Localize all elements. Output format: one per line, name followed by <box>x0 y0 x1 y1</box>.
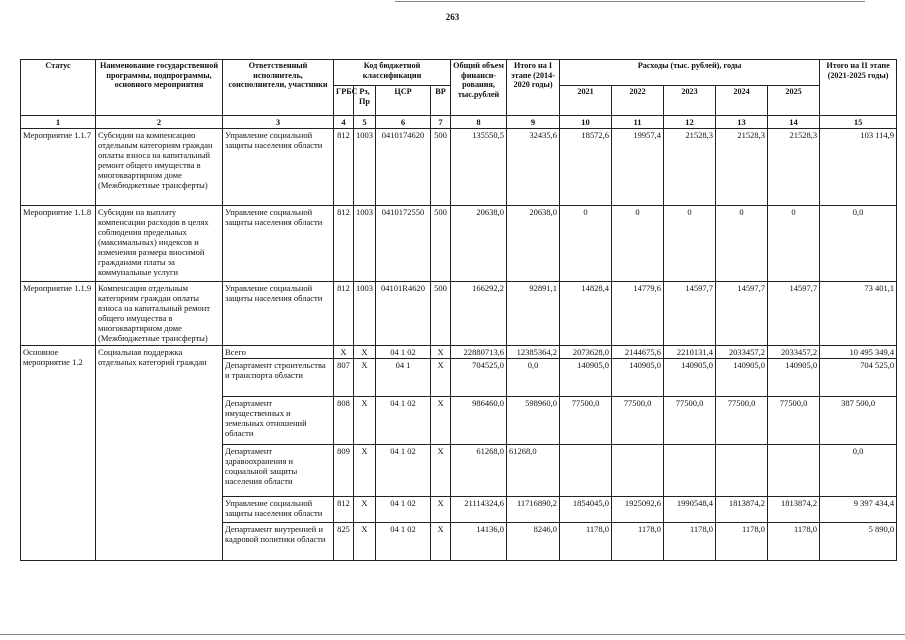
main-event-status: Основное мероприятие 1.2 <box>21 346 96 561</box>
row-executor: Департамент строительства и транспорта области <box>223 359 334 397</box>
table-row <box>21 206 897 282</box>
row-grbs: 809 <box>334 445 354 497</box>
row-vr: 500 <box>431 129 451 206</box>
header-year-2023: 2023 <box>664 86 716 116</box>
row-y2024: 140905,0 <box>716 359 768 397</box>
col-number: 2 <box>96 116 223 129</box>
row-stage1: 8246,0 <box>507 523 560 561</box>
row-grbs: 812 <box>334 206 354 282</box>
row-total: 20638,0 <box>451 206 507 282</box>
row-total: 135550,5 <box>451 129 507 206</box>
row-y2024: 77500,0 <box>716 397 768 445</box>
col-number: 5 <box>354 116 376 129</box>
header-csr: ЦСР <box>376 86 431 116</box>
row-stage1: 32435,6 <box>507 129 560 206</box>
row-total: 22880713,6 <box>451 346 507 359</box>
budget-table <box>20 59 897 561</box>
row-rz: Х <box>354 523 376 561</box>
row-rz: 1003 <box>354 206 376 282</box>
col-number: 1 <box>21 116 96 129</box>
row-csr: 0410174620 <box>376 129 431 206</box>
row-status: Мероприятие 1.1.9 <box>21 282 96 346</box>
row-executor: Департамент здравоохранения и социальной защиты населения области <box>223 445 334 497</box>
row-csr: 04 1 02 <box>376 346 431 359</box>
row-y2025: 77500,0 <box>768 397 820 445</box>
row-grbs: 808 <box>334 397 354 445</box>
row-vr: Х <box>431 497 451 523</box>
row-total: 704525,0 <box>451 359 507 397</box>
row-rz: Х <box>354 497 376 523</box>
row-executor: Управление социальной защиты населения области <box>223 206 334 282</box>
row-y2023: 2210131,4 <box>664 346 716 359</box>
row-stage1: 61268,0 <box>507 445 560 497</box>
header-status: Статус <box>21 60 96 116</box>
row-grbs: 812 <box>334 497 354 523</box>
row-csr: 04 1 <box>376 359 431 397</box>
row-y2025 <box>768 445 820 497</box>
row-stage2: 0,0 <box>820 206 897 282</box>
row-y2023: 21528,3 <box>664 129 716 206</box>
row-stage1: 12385364,2 <box>507 346 560 359</box>
table-row <box>21 282 897 346</box>
row-vr: Х <box>431 346 451 359</box>
row-y2023 <box>664 445 716 497</box>
row-rz: 1003 <box>354 129 376 206</box>
row-executor: Управление социальной защиты населения области <box>223 497 334 523</box>
header-stage2: Итого на II этапе (2021-2025 годы) <box>820 60 897 116</box>
row-y2022: 0 <box>612 206 664 282</box>
row-y2024: 0 <box>716 206 768 282</box>
row-y2024: 2033457,2 <box>716 346 768 359</box>
row-stage2: 10 495 349,4 <box>820 346 897 359</box>
row-csr: 04 1 02 <box>376 497 431 523</box>
row-executor: Департамент имущественных и земельных отношений области <box>223 397 334 445</box>
row-y2024 <box>716 445 768 497</box>
row-y2025: 140905,0 <box>768 359 820 397</box>
row-y2025: 1178,0 <box>768 523 820 561</box>
header-executor: Ответственный исполнитель, соисполнители, участники <box>223 60 334 116</box>
header-total-volume: Общий объем финанси-рования, тыс.рублей <box>451 60 507 116</box>
row-y2022: 140905,0 <box>612 359 664 397</box>
row-y2021: 77500,0 <box>560 397 612 445</box>
scan-artifact-line <box>395 1 865 2</box>
row-y2021: 1178,0 <box>560 523 612 561</box>
row-y2023: 0 <box>664 206 716 282</box>
row-stage2: 387 500,0 <box>820 397 897 445</box>
row-y2025: 2033457,2 <box>768 346 820 359</box>
col-number: 13 <box>716 116 768 129</box>
col-number: 8 <box>451 116 507 129</box>
row-y2023: 1990548,4 <box>664 497 716 523</box>
row-stage1: 20638,0 <box>507 206 560 282</box>
col-number: 10 <box>560 116 612 129</box>
row-csr: 04101R4620 <box>376 282 431 346</box>
row-executor: Департамент внутренней и кадровой политики области <box>223 523 334 561</box>
row-vr: 500 <box>431 282 451 346</box>
row-grbs: 807 <box>334 359 354 397</box>
col-number: 11 <box>612 116 664 129</box>
row-status: Мероприятие 1.1.7 <box>21 129 96 206</box>
row-vr: Х <box>431 397 451 445</box>
row-stage1: 0,0 <box>507 359 560 397</box>
row-executor: Управление социальной защиты населения области <box>223 282 334 346</box>
row-y2021: 0 <box>560 206 612 282</box>
col-number: 9 <box>507 116 560 129</box>
row-total: 61268,0 <box>451 445 507 497</box>
row-stage2: 9 397 434,4 <box>820 497 897 523</box>
header-rz-pr: Рз, Пр <box>354 86 376 116</box>
row-grbs: 812 <box>334 282 354 346</box>
row-y2022: 1925092,6 <box>612 497 664 523</box>
col-number: 14 <box>768 116 820 129</box>
column-number-row <box>21 116 897 129</box>
row-total: 21114324,6 <box>451 497 507 523</box>
row-y2024: 14597,7 <box>716 282 768 346</box>
row-y2024: 21528,3 <box>716 129 768 206</box>
main-event-name: Социальная поддержка отдельных категорий граждан <box>96 346 223 561</box>
row-total: 14136,0 <box>451 523 507 561</box>
row-y2024: 1178,0 <box>716 523 768 561</box>
row-stage1: 598960,0 <box>507 397 560 445</box>
row-y2021: 14828,4 <box>560 282 612 346</box>
row-grbs: 825 <box>334 523 354 561</box>
row-rz: Х <box>354 359 376 397</box>
row-vr: Х <box>431 445 451 497</box>
header-row-1 <box>21 60 897 86</box>
header-name: Наименование государственной программы, подпрограммы, основного мероприятия <box>96 60 223 116</box>
row-stage2: 704 525,0 <box>820 359 897 397</box>
col-number: 6 <box>376 116 431 129</box>
header-year-2025: 2025 <box>768 86 820 116</box>
table-row <box>21 129 897 206</box>
col-number: 4 <box>334 116 354 129</box>
header-stage1: Итого на I этапе (2014-2020 годы) <box>507 60 560 116</box>
row-stage1: 92891,1 <box>507 282 560 346</box>
row-name: Компенсация отдельным категориям граждан оплаты взноса на капитальный ремонт общего имущества в многоквартирном доме (Межбюджетные трансферты) <box>96 282 223 346</box>
row-stage2: 73 401,1 <box>820 282 897 346</box>
col-number: 3 <box>223 116 334 129</box>
row-grbs: 812 <box>334 129 354 206</box>
row-y2023: 1178,0 <box>664 523 716 561</box>
row-vr: Х <box>431 523 451 561</box>
row-stage2: 0,0 <box>820 445 897 497</box>
scan-artifact-line <box>0 634 905 635</box>
page-number: 263 <box>445 12 460 22</box>
row-y2025: 21528,3 <box>768 129 820 206</box>
row-y2022: 1178,0 <box>612 523 664 561</box>
row-y2025: 0 <box>768 206 820 282</box>
col-number: 7 <box>431 116 451 129</box>
row-executor: Управление социальной защиты населения области <box>223 129 334 206</box>
row-csr: 04 1 02 <box>376 523 431 561</box>
row-name: Субсидии на выплату компенсации расходов в целях соблюдения предельных (максимальных) индексов и изменения размера вносимой гражданами платы за коммунальные услуги <box>96 206 223 282</box>
row-rz: Х <box>354 445 376 497</box>
row-vr: Х <box>431 359 451 397</box>
row-csr: 04 1 02 <box>376 397 431 445</box>
row-executor: Всего <box>223 346 334 359</box>
row-y2021: 1854045,0 <box>560 497 612 523</box>
header-year-2024: 2024 <box>716 86 768 116</box>
row-name: Субсидии на компенсацию отдельным категориям граждан оплаты взноса на капитальный ремонт общего имущества в многоквартирном доме (Межбюджетные трансферты) <box>96 129 223 206</box>
row-y2023: 14597,7 <box>664 282 716 346</box>
row-status: Мероприятие 1.1.8 <box>21 206 96 282</box>
col-number: 15 <box>820 116 897 129</box>
row-y2022: 77500,0 <box>612 397 664 445</box>
header-year-2021: 2021 <box>560 86 612 116</box>
row-y2023: 140905,0 <box>664 359 716 397</box>
header-vr: ВР <box>431 86 451 116</box>
row-csr: 0410172550 <box>376 206 431 282</box>
row-y2021: 2073628,0 <box>560 346 612 359</box>
row-y2022 <box>612 445 664 497</box>
row-y2025: 14597,7 <box>768 282 820 346</box>
header-year-2022: 2022 <box>612 86 664 116</box>
row-rz: 1003 <box>354 282 376 346</box>
header-grbs: ГРБС <box>334 86 354 116</box>
row-y2023: 77500,0 <box>664 397 716 445</box>
row-y2022: 19957,4 <box>612 129 664 206</box>
row-y2024: 1813874,2 <box>716 497 768 523</box>
row-y2022: 2144675,6 <box>612 346 664 359</box>
row-rz: Х <box>354 397 376 445</box>
row-y2021 <box>560 445 612 497</box>
col-number: 12 <box>664 116 716 129</box>
header-budget-code: Код бюджетной классификации <box>334 60 451 86</box>
row-y2025: 1813874,2 <box>768 497 820 523</box>
row-rz: Х <box>354 346 376 359</box>
table-row <box>21 346 897 359</box>
row-y2021: 140905,0 <box>560 359 612 397</box>
row-stage1: 11716890,2 <box>507 497 560 523</box>
row-stage2: 5 890,0 <box>820 523 897 561</box>
row-csr: 04 1 02 <box>376 445 431 497</box>
row-grbs: Х <box>334 346 354 359</box>
row-y2022: 14779,6 <box>612 282 664 346</box>
row-total: 166292,2 <box>451 282 507 346</box>
header-expenses: Расходы (тыс. рублей), годы <box>560 60 820 86</box>
row-stage2: 103 114,9 <box>820 129 897 206</box>
row-y2021: 18572,6 <box>560 129 612 206</box>
row-vr: 500 <box>431 206 451 282</box>
row-total: 986460,0 <box>451 397 507 445</box>
